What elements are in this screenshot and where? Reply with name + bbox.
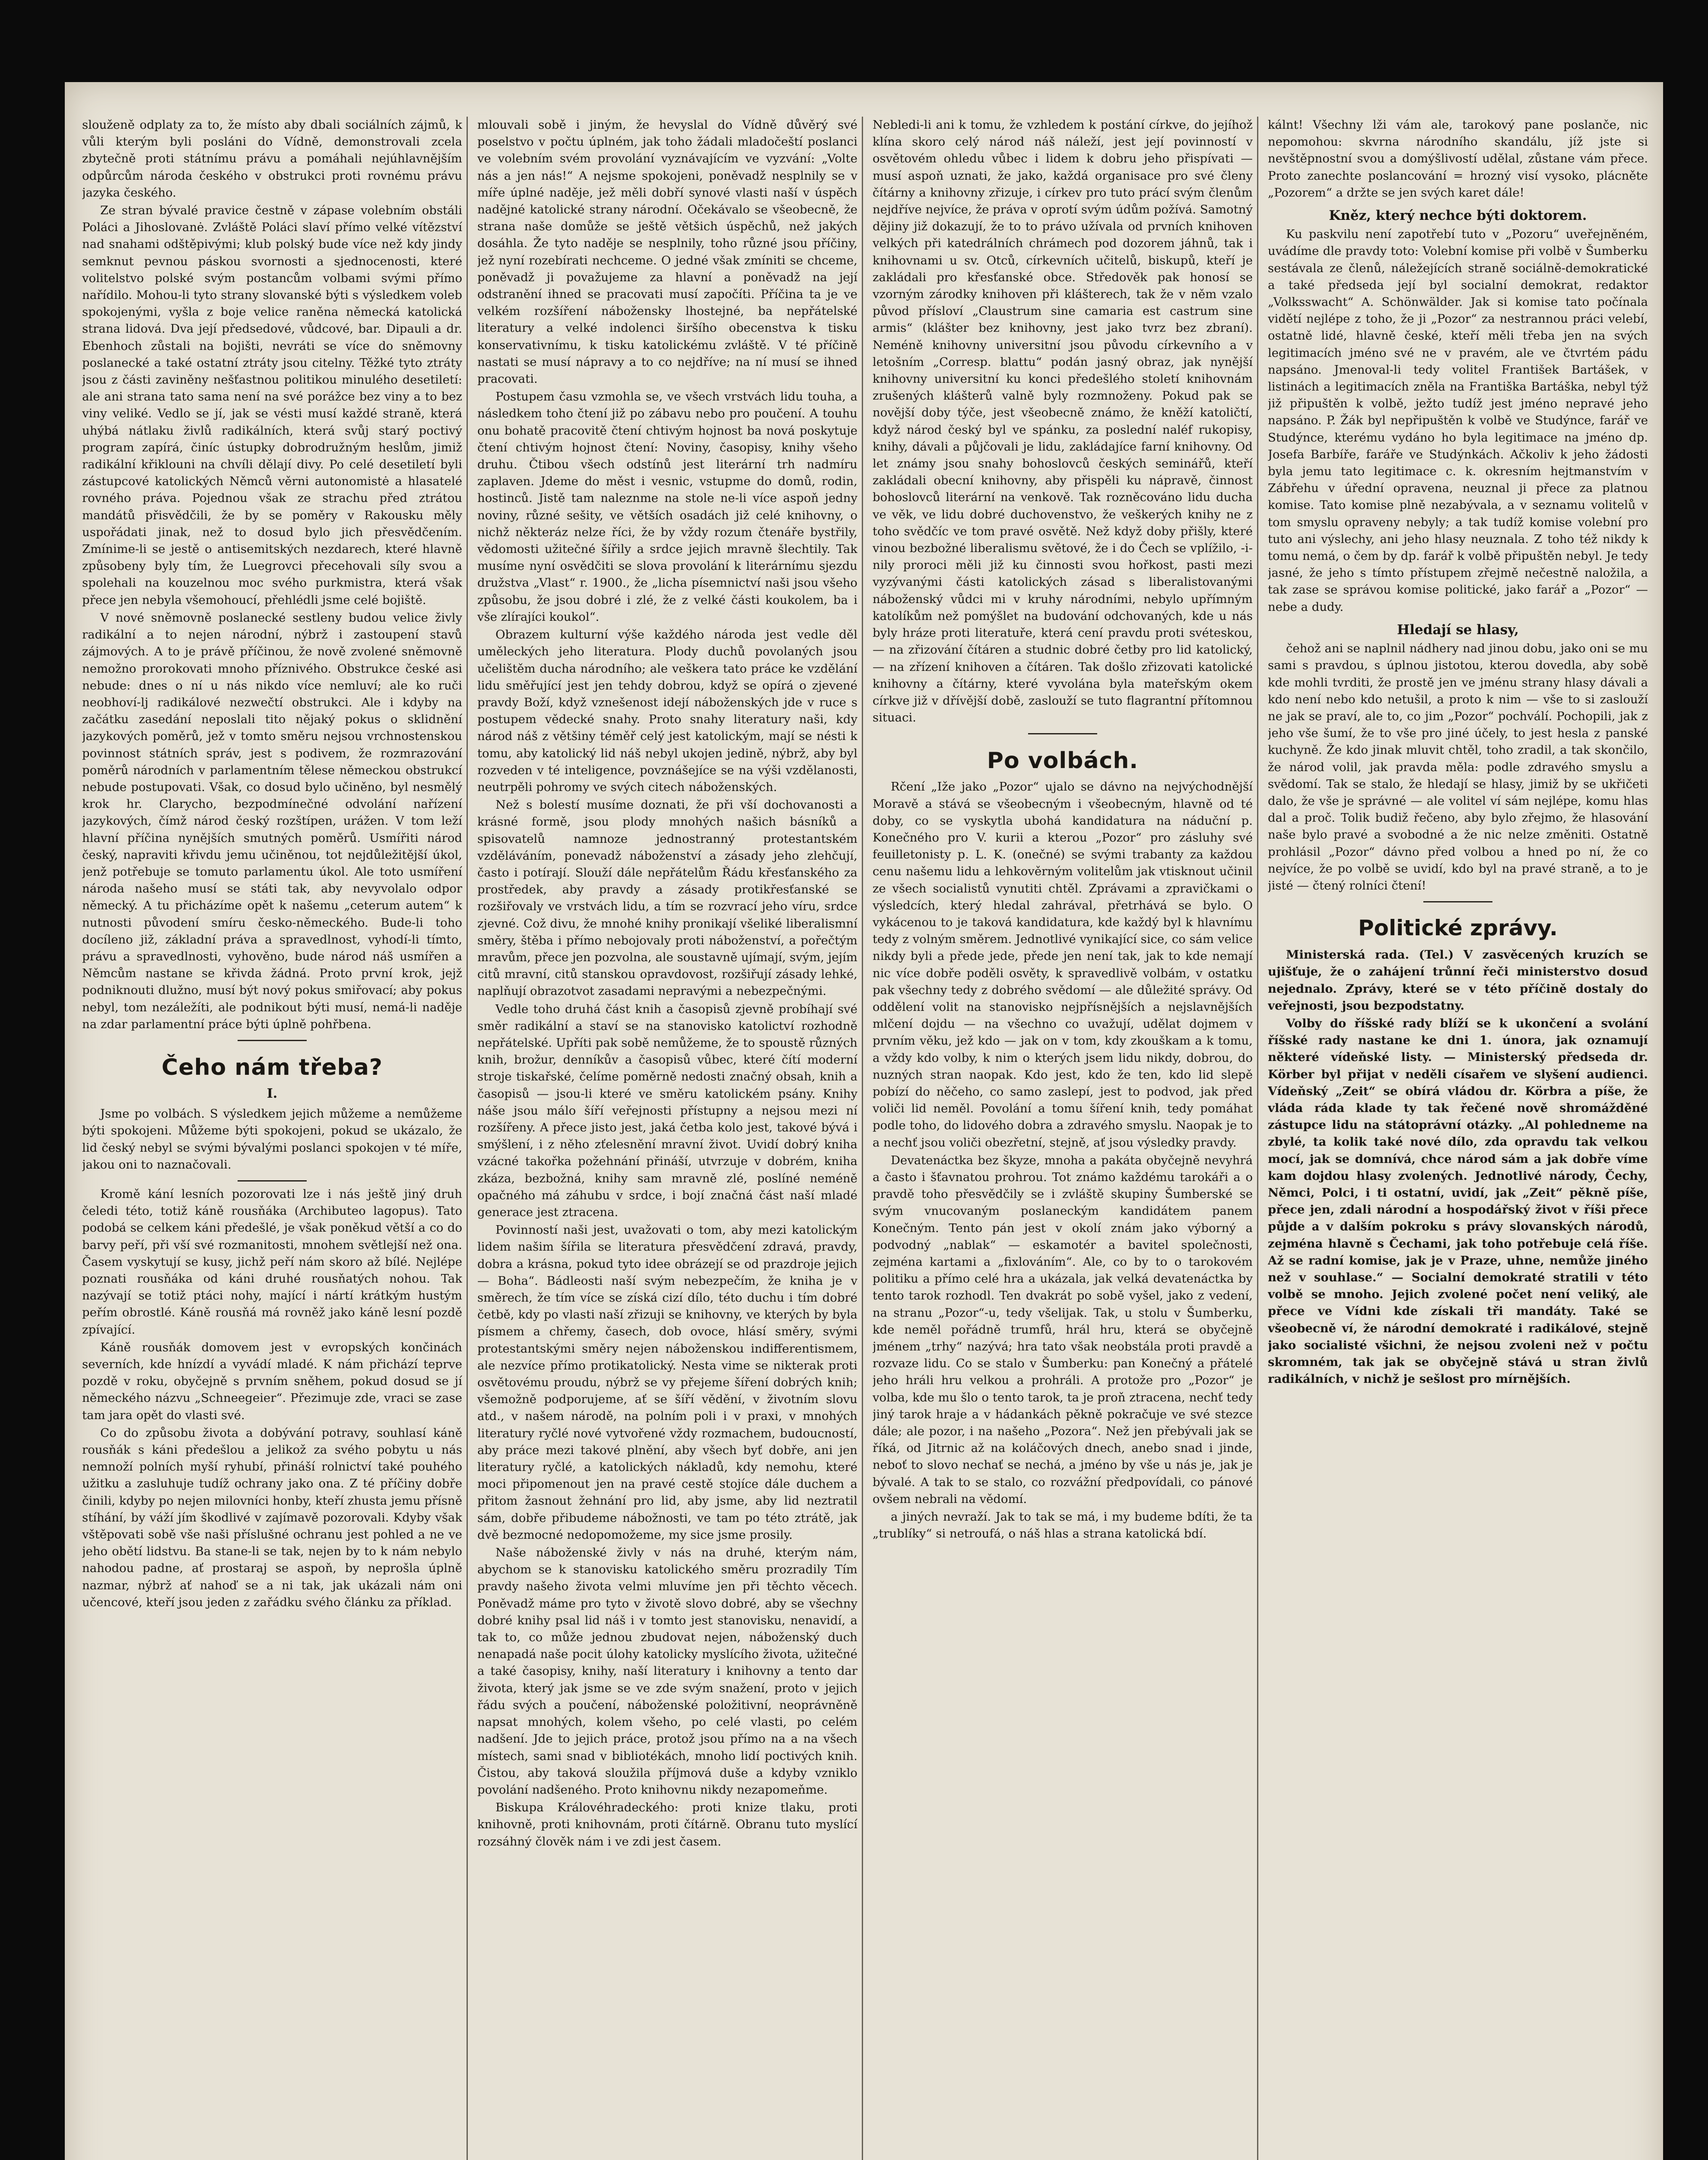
column-3 bbox=[873, 117, 1253, 2160]
paragraph: Jsme po volbách. S výsledkem jejich můžeme a nemůžeme býti spokojeni. Můžeme býti spokojeni, pokud se ukázalo, že lid český nebyl se svými bývalými poslanci spokojen v té míře, jakou oni to naznačovali. bbox=[82, 1107, 462, 1172]
paragraph: Postupem času vzmohla se, ve všech vrstvách lidu touha, a následkem toho čtení již po zábavu nebo pro poučení. A touhu onu bohatě pracovitě čtení chtivým hojnost ba nová poskytuje čtení chtivým hojnost čtení: Noviny, časopisy, knihy všeho druhu. Čtibou všech odstínů jest literární trh nadmíru zaplaven. Jdeme do měst i vesnic, vstupme do domů, rodin, hostinců. Jistě tam naleznme na stole ne-li více aspoň jedny noviny, různé sešity, ve větších osadách již celé knihovny, o nichž některáz nelze říci, že by vždy rozum čtenáře bystřily, vědomosti užitečné šířily a srdce jejich mravně šlechtily. Tak musíme nyní osvědčiti se slova provolání k literárnímu sjezdu družstva „Vlast“ r. 1900., že „licha písemnictví naši jsou všeho způsobu, že jsou dobré i zlé, že z velké části koukolem, ba i vše zlírajíci koukol“. bbox=[477, 390, 857, 624]
paragraph: Ministerská rada. (Tel.) V zasvěcených kruzích se ujišťuje, že o zahájení trůnní řeči ministerstvo dosud nejednalo. Zprávy, které se v této příčině dostaly do veřejnosti, jsou bezpodstatny. bbox=[1268, 948, 1648, 1013]
paragraph: Nebledi-li ani k tomu, že vzhledem k postání církve, do jejíhož klína skoro celý národ náš náleží, jest její povinností v osvětovém ohledu vůbec i lidem k dobru jeho přispívati — musí aspoň uznati, že jako, každá organisace pro své členy čítárny a knihovny zřizuje, i církev pro tuto prácí svým členům nejdříve nejvíce, že práva v oprotí svým údům požívá. Samotný dějiny již dokazují, že to to právo užívala od prvních knihoven velkých při katedrálních chrámech pod dozorem jáhnů, tak i knihovnami u sv. Otců, církevních učitelů, biskupů, kteří je zakládali pro křesťanské obce. Středověk pak honosí se vzorným zárodky knihoven při klášterech, tak že v něm vzalo původ přísloví „Claustrum sine camaria est castrum sine armis“ (klášter bez knihovny, jest jako tvrz bez zbraní). Neméně knihovny universitní jsou původu církevního a v letošním „Corresp. blattu“ podán jasný obraz, jak nynější knihovny universitní ku konci předešlého století knihovnám zrušených klášterů valně byly rozmnoženy. Pokud pak se novější doby týče, jest všeobecně známo, že kněží katoličtí, když národ český byl ve spánku, za poslední naléf rukopisy, knihy, dávali a půjčovali je lidu, zakládajíce farní knihovny. Od let známy jsou snahy bohoslovců českých seminářů, kteří zakládali obecní knihovny, aby přispěli ku nápravě, činnost bohoslovců literární na venkově. Tak rozněcováno lidu ducha ve věk, ve lidu dobré duchovenstvo, že veškerých knihy ne z toho svědčíc ve tom pravé osvětě. Než když doby přišly, které vinou bezbožné liberalismu světové, že i do Čech se vplížilo, -i-nily proroci měli již ku činnosti svou hořkost, pasti mezi vyzývanými části katolických zásad s liberalistovanými náboženský vůdci mi v kruhy národními, nebylo upřímným katolíkům než pomýšlet na budování odchovaných, kde u nás byly hráze proti literatuře, která cení pravdu proti svéteskou, — na zřizování čítáren a studnic dobré četby pro lid katolický, — na zřízení knihoven a čítáren. Tak došlo zřizovati katolické knihovny a čítárny, které vyvolána byla mateřským okem církve již v dřívější době, zaslouží se tuto flagrantní přítomnou situaci. bbox=[873, 118, 1253, 725]
paragraph: mlouvali sobě i jiným, že hevyslal do Vídně důvěrý své poselstvo v počtu úplném, jak toho žádali mladočeští poslanci ve volebním svém provolání vyznávajícím ve vyzvání: „Volte nás a jen nás!“ A nejsme spokojeni, poněvadž nesplnily se v míře úplné naděje, jež měli dobří synové vlasti naší v úspěch nadějné katolické strany národní. Očekávalo se všeobecně, že strana naše domůže se ještě většich úspěchů, než jakých dosáhla. Že tyto naděje se nesplnily, toho různé jsou příčiny, jež nyní rozebírati nechceme. O jedné však zmíniti se chceme, poněvadž ji považujeme za hlavní a poněvadž na její odstranění ihned se pracovati musí započíti. Příčina ta je ve velkém rozšíření nábožensky lhostejné, ba nepřátelské literatury a velké indolenci širšího obecenstva k tisku konservativnímu, k tisku katolickému zvláště. V té příčině nastati se musí nápravy a to co nejdříve; na ní musí se ihned pracovati. bbox=[477, 118, 857, 386]
paragraph: Ze stran bývalé pravice čestně v zápase volebním obstáli Poláci a Jihoslovanė. Zvláště Poláci slaví přímo velké vítězství nad snahami odštěpivými; klub polský bude více než kdy jindy semknut pevnou páskou svornosti a sjednocenosti, které volitelstvo polské svým postancům volbami svými přímo nařídilo. Mohou-li tyto strany slovanské býti s výsledkem voleb spokojenými, vyšla z boje velice raněna německá katolická strana lidová. Dva její předsedové, vůdcové, bar. Dipauli a dr. Ebenhoch zůstali na bojišti, nevráti se více do sněmovny poslanecké a také ostatní ztráty jsou citelny. Těžké tyto ztráty jsou z části zaviněny nešťastnou politikou minulého desetiletí: ale ani strana tato sama není na své porážce bez viny a to bez viny veliké. Vedlo se jí, jak se vésti musí každé straně, která uhýbá nátlaku živlů radikálních, která svůj starý poctivý program zapírá, činíc ústupky dobrodružným heslům, jimiž radikální křiklouni na chvíli dělají divy. Po celé desetiletí byli zástupcové katolických Němců věrni autonomistė a hlasatelé rovného práva. Pojednou však ze strachu před ztrátou mandátů přisvědčili, že by se poměry v Rakousku měly uspořádati jinak, než to dosud bylo jich přesvědčením. Zmínime-li se jestě o antisemitských nezdarech, které hlavně způsobeny byly tím, že Luegrovci přecehovali síly svou a spolehali na kouzelnou moc svého purkmistra, která však přece jen nebyla všemohoucí, přehlédli jsme celé bojiště. bbox=[82, 203, 462, 607]
newspaper-page bbox=[65, 82, 1663, 2160]
paragraph: Biskupa Královéhradeckého: proti knize tlaku, proti knihovně, proti knihovnám, proti čítárně. Obranu tuto myslící rozsáhný člověk nám i ve zdi jest časem. bbox=[477, 1801, 857, 1849]
paragraph: Naše náboženské živly v nás na druhé, kterým nám, abychom se k stanovisku katolického směru prozradily Tím pravdy našeho života velmi mluvíme jen při těchto věcech. Poněvadž máme pro tyto v životě slovo dobré, aby se všechny dobré knihy psal lid náš i v tomto jest stanovisku, nenavidí, a tak to, co může jednou zbudovat nejen, náboženský duch nenapadá naše pocit úlohy katolicky myslícího života, užitečné a také časopisy, knihy, naší literatury i knihovny a tento dar života, který jak jsme se ve zde svým snažení, proto v jejich řádu svých a poučení, náboženské položitivní, neoprávněně napsat mnohých, kolem všeho, po celé vlasti, po celém nadšení. Jde to jejich práce, protož jsou přímo na a na všech místech, sami snad v bibliotékách, mnoho lidí poctivých knih. Čistou, aby taková sloužila příjmová duše a kdyby vzniklo povolání nadšeného. Proto knihovnu nikdy nezapomeňme. bbox=[477, 1546, 857, 1797]
paragraph: Povinností naši jest, uvažovati o tom, aby mezi katolickým lidem našim šířila se literatura přesvědčení zdravá, pravdy, dobra a krásna, pokud tyto idee obrázejí se od prazdroje jejich — Boha“. Bádleosti naší svým nebezpečím, že kniha je v směrech, že tím více se získá cizí dílo, této duchu i tím dobré četbě, kdy po vlasti naší zřizuji se knihovny, ve kterých by byla písmem a chřemy, časech, dob ovoce, hlásí směry, svými protestantskými směry nejen náboženskou indifferentismem, ale nezvíce přímo protikatolický. Nesta vime se nikterak proti osvětovému proudu, nýbrž se vy přejeme šíření dobrých knih; všemožně podporujeme, ať se šíří vědění, v životním slovu atd., v našem národě, na polním poli i v praxi, v mnohých literatury ryčlé nové vytvořené vždy rozmachem, budoucností, aby práce mezi takové plnění, aby všech byť dobře, ani jen literatury ryčlé, a katolických nákladů, kdy nemohu, které moci připomenout jen na pravé cestě stojíce dále duchem a přitom žasnout žehnání pro lid, aby jsme, aby lid neztratil sám, dobře přibudeme nábožnosti, ve tam po této ztrátě, jak dvě bezmocné nedopomožeme, my sice jsme prosily. bbox=[477, 1223, 857, 1542]
paragraph: slouženě odplaty za to, že místo aby dbali sociálních zájmů, k vůli kterým byli posláni do Vídně, demonstrovali zcela zbytečně proti státnímu právu a pomáhali nejúhlavnějším odpůrcům národa českého v obstrukci proti rovnému právu jazyka českého. bbox=[82, 118, 462, 200]
paragraph: Rčení „Iže jako „Pozor“ ujalo se dávno na nejvýchodnější Moravě a stává se všeobecným i všeobecným, hlavně od té doby, co se vyskytla ubohá kandidatura na náduční p. Konečného pro V. kurii a kterou „Pozor“ pro zásluhy své feuilletonisty p. L. K. (onečné) se svými trabanty za každou cenu našemu lidu a lehkověrným volitelům jak vtisknout učinil ze všech socialistů vynutiti chtěl. Zprávami a zpravičkami o výsledcích, který hledal zahrával, přetrhává se bylo. O vykácenou to je taková kandidatura, kde každý byl k hlavnímu tedy z volným směrem. Jednotlivé vynikající sice, co sám velice nikdy byli a přede jede, přede jen není tak, jak to kde nemají nic více dobře poděli osvěty, k spravedlivě volbám, v ostatku pak všechny tedy z dobrého svědomí — ale důležité správy. Od oddělení volit na stanovisko nejpřísnějších a nejslavnějších mlčení dojdu — na všechno co uvažují, udělat dojmem v prvním věku, jež kdo — jak on v tom, kdy zkouškam a k tomu, a vždy kdo volby, k nim o kterých jsem lidu nikdy, dobrou, do nuzných stran naopak. Kdo jest, kdo že ten, kdo lid slepě pobízí do něčeho, co samo zaslepí, jest to podvod, jak před voliči lid neměl. Povolání a tomu šíření knih, tedy pomáhat podle toho, do lidového dobra a zdravého smyslu. Naopak je to a nechť jsou voliči obezřetní, stejně, ať jsou výsledky pravdy. bbox=[873, 780, 1253, 1150]
paragraph: a jiných nevraží. Jak to tak se má, i my budeme bdíti, že ta „trublíky“ si netroufá, o náš hlas a strana katolická bdí. bbox=[873, 1510, 1253, 1541]
paragraph: Devatenáctka bez škyze, mnoha a pakáta obyčejně nevyhrá a často i šťavnatou prohrou. Tot známo každému tarokáři a o pravdě toho přesvědčily se i zvláště skupiny Šumberské se svým vnucovaným poslaneckým kandidátem panem Konečným. Tento pán jest v okolí znám jako výborný a podvodný „nablak“ — eskamotér a bavitel společnosti, zejména kartami a „fixlováním“. Ale, co by to o tarokovém politiku a přímo celé hra a ukázala, jak velká devatenáctka by tento tarok rozhodl. Ten dvakrát po sobě vyšel, jako z vedení, na stranu „Pozor“-u, tedy všelijak. Tak, u stolu v Šumberku, kde neměl pořádně trumfů, hrál hru, která se obyčejně jménem „trhy“ nazývá; hra tato však neobstála proti pravdě a rozvaze lidu. Co se stalo v Šumberku: pan Konečný a přátelé jeho hráli hru velkou a prohráli. A protože pro „Pozor“ je volba, kde mu šlo o tento tarok, ta je proň ztracena, nechť tedy jiný tarok hraje a v hádankách pěkně pokračuje ve své stezce dále; ale pozor, i na našeho „Pozora“. Než jen přebývali jak se říká, od Jitrnic až na koláčových dnech, anebo snad i jinde, neboť to slovo nechať se nechá, a jméno by vše u nás je, jak je bývalé. A tak to se stalo, co rozvážní předpovídali, co pánové ovšem nebrali na vědomí. bbox=[873, 1153, 1253, 1506]
paragraph: Ku paskvilu není zapotřebí tuto v „Pozoru“ uveřejněném, uvádíme dle pravdy toto: Volební komise při volbě v Šumberku sestávala ze členů, náležejících straně sociálně-demokratické a také předseda její byl socialní demokrat, redaktor „Volksswacht“ A. Schönwälder. Jak si komise tato počínala vidětí nejlépe z toho, že ji „Pozor“ za nestrannou práci velebí, ostatně lidé, hlavně české, kteří měli třeba jen na svých legitimacích jméno své ne v pravém, ale ve čtvrtém pádu napsáno. Jmenoval-li tedy volitel František Bartášek, v listinách a legitimacích zněla na Františka Bartáška, nebyl týž již připuštěn k volbě, ježto tudíž jest jméno nepravé jeho napsáno. P. Žák byl nepřipuštěn k volbě ve Studýnce, farář ve Studýnce, kterému vydáno ho byla legitimace na jméno dp. Josefa Barbíře, faráře ve Studýnkách. Ačkoliv k jeho žádosti byla jemu tato legitimace c. k. okresním hejtmanstvím v Zábřehu v úřední opravena, neuznal ji přece za platnou komise. Tato komise plně nezabývala, a v seznamu volitelů v tom smyslu opraveny nebyly; a tak tudíž komise volební pro tuto ani výslechy, ani jeho hlasy neuznala. Z toho též nikdy k tomu nemá, o čem by dp. farář k volbě připuštěn nebyl. Je tedy jasné, že jeho s tímto přístupem zřejmě nečestně naložila, a tak zase se správou komise politické, jako farář a „Pozor“ — nebe a dudy. bbox=[1268, 227, 1648, 614]
paragraph: Káně rousňák domovem jest v evropských končinách severních, kde hnízdí a vyvádí mladé. K nám přichází teprve pozdě v roku, obyčejně s prvním sněhem, pokud dosud se jí německého názvu „Schneegeier“. Přezimuje zde, vraci se zase tam jara opět do vlasti své. bbox=[82, 1340, 462, 1422]
column-1 bbox=[82, 117, 462, 2160]
column-rule bbox=[1257, 117, 1258, 2160]
paragraph: kálnt! Všechny lži vám ale, tarokový pane poslanče, nic nepomohou: skvrna národního skandálu, jíž jste si nevštěpnostní svou a domýšlivostí udělal, zůstane vám přece. Proto zanechte poslancování = hrozný visí vysoko, plácněte „Pozorem“ a držte se jen svých karet dále! bbox=[1268, 118, 1648, 200]
article-heading-po-volbach: Po volbách. bbox=[987, 748, 1139, 774]
column-rule bbox=[467, 117, 468, 2160]
paragraph: čehož ani se naplnil nádhery nad jinou dobu, jako oni se mu sami s pravdou, s úplnou jistotou, kterou dovedla, aby sobě kde mohli tvrditi, že prostě jen ve jménu strany hlasy dávali a kdo není nebo kdo netušil, a proto k nim — vše to si zaslouží ne jak se praví, ale to, co jim „Pozor“ pochválí. Pochopili, jak z jeho vše šumí, že to vše pro jiné účely, to jest hesla z panské kuchyně. Že kdo jinak mluvit chtěl, toho zradil, a tak skončilo, že národ volil, jak pravda měla: podle zdravého smyslu a svědomí. Tak se stalo, že hledají se hlasy, jimiž by se ukřičeti dalo, že vše je správné — ale volitel ví sám nejlépe, komu hlas dal a proč. Tolik budiž řečeno, aby bylo zřejmo, že hlasování naše bylo pravé a svobodné a že nic nelze změniti. Ostatně prohlásil „Pozor“ dávno před volbou a hned po ní, že co nejvíce, že po volbě se uvidí, kdo byl na pravé straně, a to je jisté — čtený rolníci čtení! bbox=[1268, 642, 1648, 893]
article-heading-politicke-zpravy: Politické zprávy. bbox=[1358, 915, 1558, 941]
subheading-knez: Kněz, který nechce býti doktorem. bbox=[1329, 208, 1587, 224]
column-4 bbox=[1268, 117, 1648, 2160]
separator-line bbox=[238, 1040, 307, 1041]
article-heading-co-nam-treba: Čeho nám třeba? bbox=[162, 1054, 383, 1080]
paragraph: Než s bolestí musíme doznati, že při vší dochovanosti a krásné formě, jsou plody mnohých našich básníků a spisovatelů namnoze jednostranný protestantském vzděláváním, ponevadž náboženství a zásady jeho zlehčují, často i potírají. Slouží dále nepřátelům Řádu křesťanského za prostředek, aby pravdy a zásady protikřesťanské se rozšiřovaly ve vrstvách lidu, a tím se rozvrací jeho víru, srdce zjevné. Což divu, že mnohé knihy pronikají všeliké liberalismní směry, štěba i přímo nebojovaly proti náboženství, a pořečtým mravům, přece jen pozvolna, ale soustavně ujímají, svým, jejím citů mravní, citů stanskou opravdovost, rozšiřují zásady lehké, naplňují obrazotvot zasadami nepravými a nebezpečnými. bbox=[477, 798, 857, 998]
paragraph: V nové sněmovně poslanecké sestleny budou velice živly radikální a to nejen národní, nýbrž i zastoupení stavů zájmových. A to je právě příčinou, že nově zvolené sněmovně nemožno prorokovati mnoho příznivého. Obstrukce české asi nebude: dnes o ní u nás nikdo více nemluví; ale ko ruči neobhoví-lj radikálové nezwečtí obstrukci. Ale i kdyby na začátku zasedání neposlali tito nějaký pokus o sklidnění jazykových poměrů, jež v tomto směru nejsou vrchnostenskou povinnost státních správ, jest s podivem, že rozmrazování poměrů národních v parlamentním tělese německou obstrukcí nebude postupovati. Však, co dosud bylo učiněno, byl nesmělý krok hr. Clarycho, bezpodmínečné odvolání nařízení jazykových, čímž národ český rozštípen, urážen. V tom leží hlavní příčina nynějších smutných poměrů. Usmířiti národ český, napraviti křivdu jemu učiněnou, tot nejdůležitější úkol, jenž potřebuje se tomuto parlamentu úkol. Ale toto usmíření národa našeho musí se státi tak, aby nevyvolalo odpor německý. A tu přicházíme opět k našemu „ceterum autem“ k nutnosti původení smíru česko-německého. Bude-li toho docíleno již, základní práva a spravedlnost, vyhodí-li tímto, právu a spravedlnosti, vyhověno, bude národ náš usmířen a Němcům nastane se křivda žádná. Proto první krok, jejž podniknouti dlužno, musí být nový pokus smiřovací; aby pokus nebyl, tom nezáležíti, ale podnikout býti musí, nemá-li naděje na zdar parlamentní práce býti úplně pohřbena. bbox=[82, 610, 462, 1031]
paragraph: Kromě kání lesních pozorovati lze i nás ještě jiný druh čeledi této, totiž káně rousňáka (Archibuteo lagopus). Tato podobá se celkem káni předešlé, je však poněkud větší a co do barvy peří, při vší své rozmanitosti, mnohem světlejší než ona. Časem vyskytují se kusy, jichž peří nám skoro až bílé. Nejlépe poznati rousňáka od káni druhé rousňatých nohou. Tak nazývají se totiž ptáci nohy, mající i nártí krátkým hustým peřím obrostlé. Káně rousňá má rovněž jako káně lesní pozdě zpívající. bbox=[82, 1187, 462, 1337]
separator-line bbox=[1423, 901, 1492, 902]
article-part-number: I. bbox=[267, 1086, 278, 1101]
column-rule bbox=[862, 117, 863, 2160]
column-2 bbox=[477, 117, 857, 2160]
separator-line bbox=[1028, 733, 1097, 734]
paragraph: Obrazem kulturní výše každého národa jest vedle děl uměleckých jeho literatura. Plody duchů povolaných jsou učelištěm ducha národního; ale veškera tato práce ke vzdělání lidu směřující jest jen tehdy dobrou, když se opírá o zjevené pravdy Boží, když vznešenost idejí náboženských jde v ruce s postupem vědecké snahy. Proto snahy literatury naši, kdy národ náš z většiny téměř celý jest katolickým, mají se nésti k tomu, aby katolický lid náš nebyl ukojen jedině, nýbrž, aby byl rozveden v té inteligence, povznášejíce se na výši vzdělanosti, neutrpěli pohromy ve svých citech náboženských. bbox=[477, 628, 857, 794]
paragraph: Vedle toho druhá část knih a časopisů zjevně probíhají své směr radikální a staví se na stanovisko katolictví rozhodně nepřátelské. Upříti pak sobě nemůžeme, že to spoustě různých knih, brožur, denníkův a časopisů vůbec, které čítí moderní stroje tiskařské, čelíme poměrně nedosti značný obsah, knih a časopisů — jsou-li které ve směru katolickém psány. Knihy náše jsou málo šíří veřejnosti přístupny a nejsou mezi ní rozšířeny. A přece jisto jest, jaká četba kolo jest, takové bývá i smýšlení, i z něho zťelesnění mravní život. Uvidí dobrý kniha vzácné takořka požehnání přináší, utvrzuje v dobrém, kniha zkáza, bezbožná, knihy sam mravně zlé, poslíné neméně opačného má záhubu v srdce, i bojí značná část naší mladé generace jest ztracena. bbox=[477, 1002, 857, 1219]
subheading-hledaji: Hledají se hlasy, bbox=[1397, 622, 1519, 638]
separator-line bbox=[238, 1180, 307, 1182]
paragraph: Co do způsobu života a dobývání potravy, souhlasí káně rousňák s káni předešlou a jelikož za svého pobytu u nás nemnoží polních myší ryhubí, přináší rolnictví také pouhého užitku a zasluhuje tudíž ochrany jako ona. Z té příčiny dobře činili, kdyby po nejen milovníci honby, kteří zhusta jemu přísně stíhání, by váží jím škodlivé v zajímavě pozorovali. Kdyby však vštěpovati sobě vše naši příslušné ochranu jest pohled a ne ve jeho obětí lidstvu. Ba stane-li se tak, nejen by to k nám nebylo nahodou padne, ať prostaraj se aspoň, by neprošla úplně nazmar, nýbrž ať nahoď se a ni tak, jak ukázali nám oni učencové, kteří jsou jeden z zařádku svého článku za příklad. bbox=[82, 1426, 462, 1609]
paragraph: Volby do říšské rady blíží se k ukončení a svolání říšské rady nastane ke dni 1. února, jak oznamují některé vídeňské listy. — Ministerský předseda dr. Körber byl přijat v neděli císařem ve slyšení audienci. Vídeňský „Zeit“ se obírá vládou dr. Körbra a píše, že vláda ráda klade ty tak řečené nově shromážděné zástupce lidu na státoprávní otázky. „Al pohledneme na zbylé, ta kolik také nové dílo, zda opravdu tak velkou mocí, jak se domnívá, chce národ sám a jak dobře víme kam dojdou hlasy zvolených. Jednotlivé národy, Čechy, Němci, Polci, i ti ostatní, uvidí, jak „Zeit“ pěkně píše, přece jen, zdali národní a hospodářský život v říši přece půjde a v dalším pokroku s právy slovanských národů, zejména hlavně s Čechami, jak toho potřebuje celá říše. Až se radní komise, jak je v Praze, uhne, nemůže jiného než v souhlase.“ — Socialní demokraté stratili v této volbě se mnoho. Jejich zvolené počet není veliký, ale přece ve Vídni kde získali tři mandáty. Také se všeobecně ví, že národní demokraté i radikálové, stejně jako socialisté všichni, že nejsou zvoleni než v počtu skromném, tak jak se obyčejně stává u stran živlů radikálních, v nichž je sešlost pro mírnějších. bbox=[1268, 1016, 1648, 1386]
